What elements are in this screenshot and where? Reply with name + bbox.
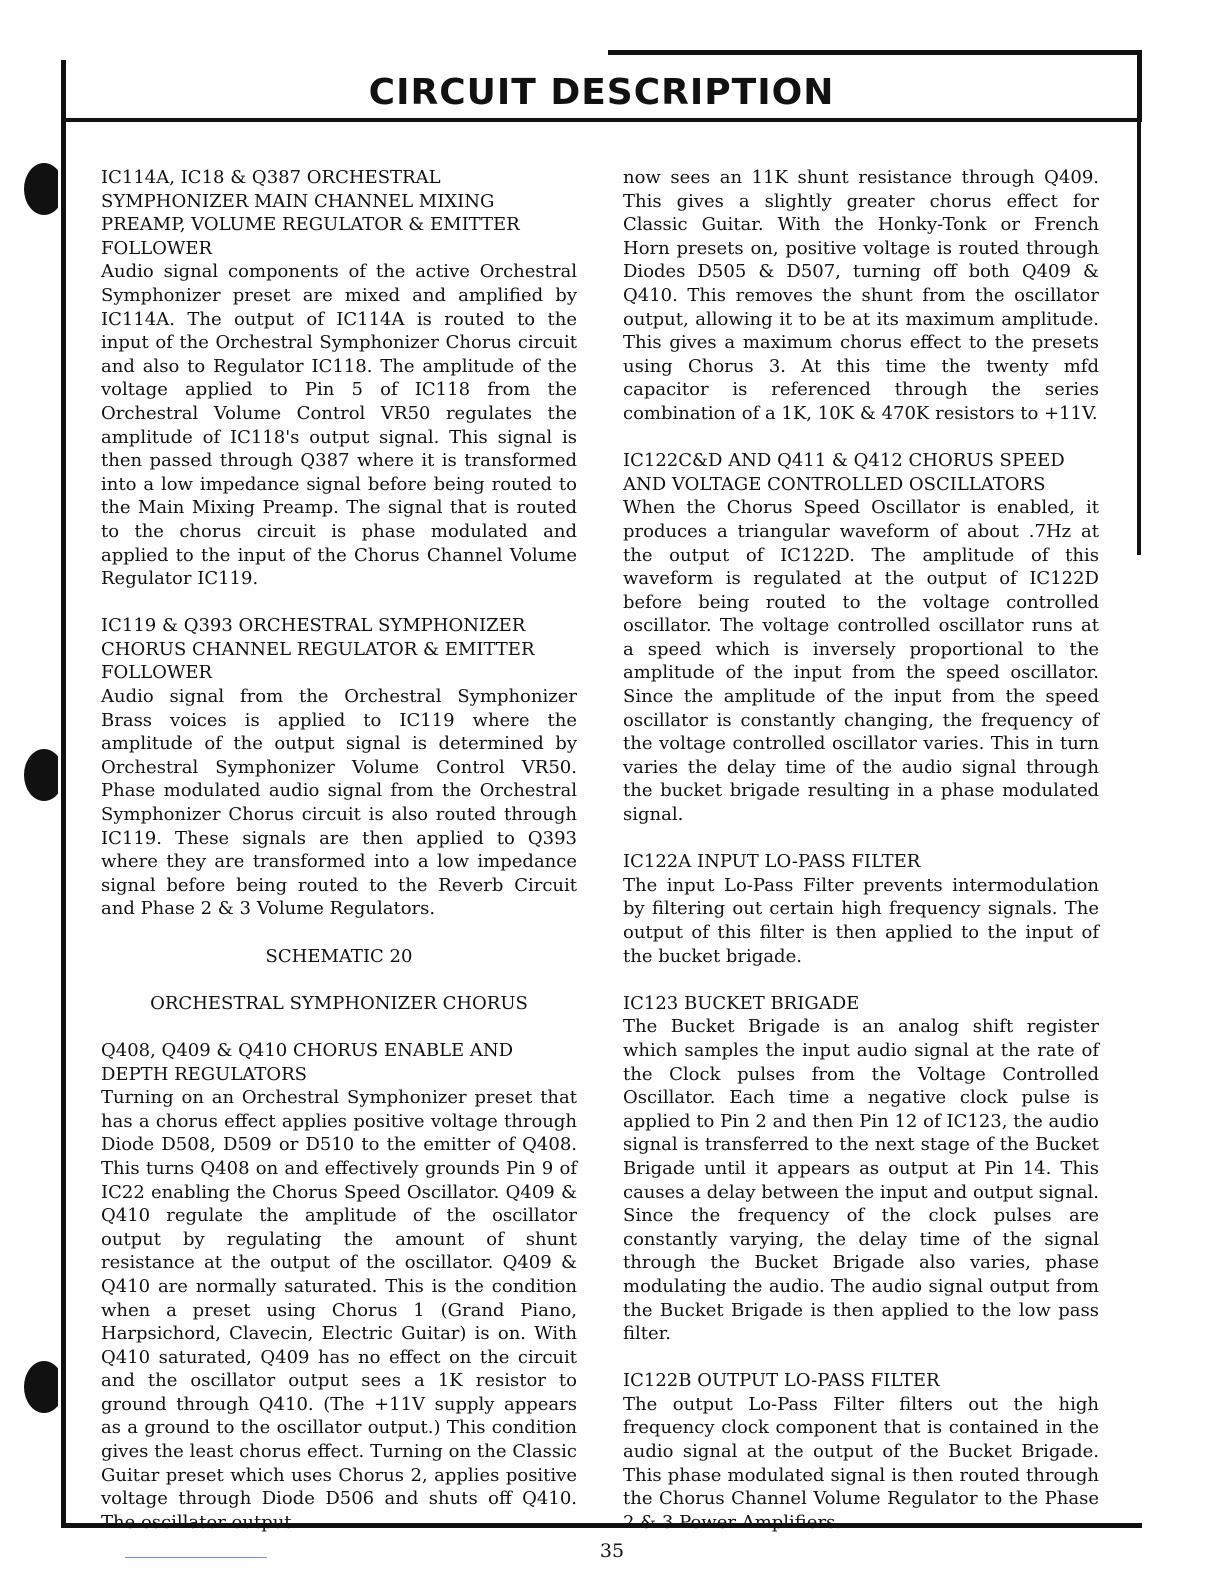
section-heading: Q408, Q409 & Q410 CHORUS ENABLE AND DEPTH REGULATORS [101,1039,514,1085]
section-heading: IC119 & Q393 ORCHESTRAL SYMPHONIZER CHORUS CHANNEL REGULATOR & EMITTER FOLLOWER [101,615,535,684]
left-frame-rule [61,60,66,1528]
section-body: now sees an 11K shunt resistance through Q409. This gives a slightly greater chorus effect for Classic Guitar. With the Honky-Tonk or French Horn presets on, positive voltage is routed through Diodes D505 & D507, turning off both Q409 & Q410. This removes the shunt from the oscillator output, allowing it to be at its maximum amplitude. This gives a maximum chorus effect to the presets using Chorus 3. At this time the twenty mfd capacitor is referenced through the series combination of a 1K, 10K & 470K resistors to +11V. [623,167,1099,424]
section-ic119 [101,614,577,921]
section-q408-continued [623,166,1099,426]
section-body: Audio signal components of the active Orchestral Symphonizer preset are mixed and amplified by IC114A. The output of IC114A is routed to the input of the Orchestral Symphonizer Chorus circuit and also to Regulator IC118. The amplitude of the voltage applied to Pin 5 of IC118 from the Orchestral Volume Control VR50 regulates the amplitude of IC118's output signal. This signal is then passed through Q387 where it is transformed into a low impedance signal before being routed to the Main Mixing Preamp. The signal that is routed to the chorus circuit is phase modulated and applied to the input of the Chorus Channel Volume Regulator IC119. [101,261,577,590]
top-frame-rule [608,50,1142,55]
binder-hole-icon [14,746,58,804]
section-heading: IC122C&D AND Q411 & Q412 CHORUS SPEED AND VOLTAGE CONTROLLED OSCILLATORS [623,450,1065,495]
right-column [623,166,1099,1558]
binder-hole-icon [14,160,58,218]
binder-hole-icon [14,1358,58,1416]
section-body: When the Chorus Speed Oscillator is enabled, it produces a triangular waveform of about .7Hz at the output of IC122D. The amplitude of this waveform is regulated at the output of IC122D before being routed to the voltage controlled oscillator. The voltage controlled oscillator runs at a speed which is inversely proportional to the amplitude of the input from the speed oscillator. Since the amplitude of the input from the speed oscillator is constantly changing, the frequency of the voltage controlled oscillator varies. This in turn varies the delay time of the audio signal through the bucket brigade resulting in a phase modulated signal. [623,497,1099,826]
section-heading: IC122B OUTPUT LO-PASS FILTER [623,1370,940,1392]
section-body: The Bucket Brigade is an analog shift register which samples the input audio signal at the rate of the Clock pulses from the Voltage Controlled Oscillator. Each time a negative clock pulse is applied to Pin 2 and then Pin 12 of IC123, the audio signal is transferred to the next stage of the Bucket Brigade until it appears as output at Pin 14. This causes a delay between the input and output signal. Since the frequency of the clock pulses are constantly varying, the delay time of the signal through the Bucket Brigade also varies, phase modulating the audio. The audio signal output from the Bucket Brigade is then applied to the low pass filter. [623,1016,1099,1345]
section-ic122cd [623,449,1099,827]
section-heading: IC122A INPUT LO-PASS FILTER [623,851,921,873]
left-column [101,166,577,1558]
page-number: 35 [599,1540,625,1562]
section-q408 [101,1039,577,1534]
page-title: CIRCUIT DESCRIPTION [368,72,835,113]
schematic-label: SCHEMATIC 20 [265,945,413,967]
section-ic114a [101,166,577,591]
section-heading: IC123 BUCKET BRIGADE [623,992,860,1014]
schematic-title: ORCHESTRAL SYMPHONIZER CHORUS [150,992,528,1014]
section-body: Turning on an Orchestral Symphonizer preset that has a chorus effect applies positive voltage through Diode D508, D509 or D510 to the emitter of Q408. This turns Q408 on and effectively grounds Pin 9 of IC22 enabling the Chorus Speed Oscillator. Q409 & Q410 regulate the amplitude of the oscillator output by regulating the amount of shunt resistance at the output of the oscillator. Q409 & Q410 are normally saturated. This is the condition when a preset using Chorus 1 (Grand Piano, Harpsichord, Clavecin, Electric Guitar) is on. With Q410 saturated, Q409 has no effect on the circuit and the oscillator output sees a 1K resistor to ground through Q410. (The +11V supply appears as a ground to the oscillator output.) This condition gives the least chorus effect. Turning on the Classic Guitar preset which uses Chorus 2, applies positive voltage through Diode D506 and shuts off Q410. The oscillator output [101,1087,577,1533]
section-body: The input Lo-Pass Filter prevents intermodulation by filtering out certain high frequency signals. The output of this filter is then applied to the input of the bucket brigade. [623,874,1099,967]
right-frame-rule [1137,52,1142,120]
section-ic122b [623,1369,1099,1534]
section-body: Audio signal from the Orchestral Symphonizer Brass voices is applied to IC119 where the amplitude of the output signal is determined by Orchestral Symphonizer Volume Control VR50. Phase modulated audio signal from the Orchestral Symphonizer Chorus circuit is also routed through IC119. These signals are then applied to Q393 where they are transformed into a low impedance signal before being routed to the Reverb Circuit and Phase 2 & 3 Volume Regulators. [101,686,577,920]
section-heading: IC114A, IC18 & Q387 ORCHESTRAL SYMPHONIZER MAIN CHANNEL MIXING PREAMP, VOLUME REGULATOR & EMITTER FOLLOWER [101,167,520,259]
section-ic122a [623,850,1099,968]
section-ic123 [623,992,1099,1346]
title-underline-rule [61,118,1142,122]
footer-link-underline [125,1557,267,1558]
right-frame-rule-lower [1137,120,1141,555]
section-body: The output Lo-Pass Filter filters out the high frequency clock component that is contained in the audio signal at the output of the Bucket Brigade. This phase modulated signal is then routed through the Chorus Channel Volume Regulator to the Phase 2 & 3 Power Amplifiers. [623,1393,1099,1533]
